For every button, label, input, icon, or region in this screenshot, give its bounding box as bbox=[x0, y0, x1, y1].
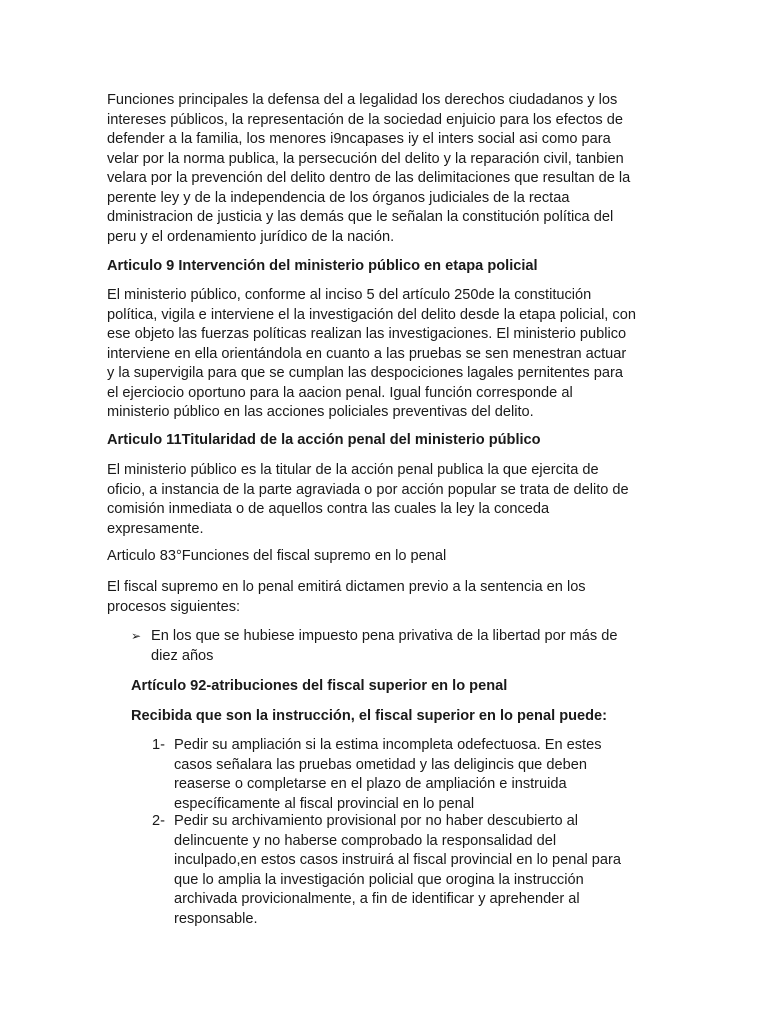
numbered-item bbox=[152, 812, 662, 929]
item-text: Pedir su ampliación si la estima incompleta odefectuosa. En estes casos señalara las pruebas ometidad y las deligincis que deben reaserse o completarse en el plazo de ampliación e instruida específicamente al fiscal provincial en lo penal bbox=[174, 737, 602, 812]
heading-articulo-9: Articulo 9 Intervención del ministerio público en etapa policial bbox=[107, 258, 538, 274]
heading-articulo-83: Articulo 83°Funciones del fiscal supremo en lo penal bbox=[107, 548, 447, 564]
paragraph-articulo-11: El ministerio público es la titular de la acción penal publica la que ejercita de oficio, a instancia de la parte agraviada o por acción popular se trata de delito de comisión inmediata o de aquellos contra las cuales la ley la conceda expresamente. bbox=[107, 462, 629, 537]
bullet-text: En los que se hubiese impuesto pena privativa de la libertad por más de diez años bbox=[151, 628, 618, 664]
heading-articulo-11: Articulo 11Titularidad de la acción penal del ministerio público bbox=[107, 432, 541, 448]
paragraph-funciones: Funciones principales la defensa del a legalidad los derechos ciudadanos y los intereses públicos, la representación de la sociedad enjuicio para los efectos de defender a la familia, los menores i9ncapases iy el inters social asi como para velar por la norma publica, la persecución del delito y la reparación civil, tanbien velara por la prevención del delito dentro de las delimitaciones que resultan de la perente ley y de la independencia de los órganos judiciales de la rectaa dministracion de justicia y las demás que le señalan la constitución política del peru y el ordenamiento jurídico de la nación. bbox=[107, 92, 631, 245]
arrow-bullet-icon: ➢ bbox=[131, 629, 142, 643]
item-number: 2- bbox=[152, 813, 165, 829]
heading-recibida-instruccion: Recibida que son la instrucción, el fiscal superior en lo penal puede: bbox=[131, 708, 608, 724]
bullet-list-item bbox=[131, 627, 661, 666]
numbered-item bbox=[152, 736, 662, 814]
paragraph-fiscal-supremo: El fiscal supremo en lo penal emitirá dictamen previo a la sentencia en los procesos siguientes: bbox=[107, 579, 586, 615]
paragraph-articulo-9: El ministerio público, conforme al inciso 5 del artículo 250de la constitución política, vigila e interviene el la investigación del delito desde la etapa policial, con ese objeto las fuerzas políticas realizan las investigaciones. El ministerio publico interviene en ella orientándola en cuanto a las pruebas se sen menestran actuar y la supervigila para que se cumplan las despociciones lagales pernitentes para el ejerciocio oportuno para la aacion penal. Igual función corresponde al ministerio público en las acciones policiales preventivas del delito. bbox=[107, 287, 636, 420]
item-text: Pedir su archivamiento provisional por no haber descubierto al delincuente y no haberse comprobado la responsalidad del inculpado,en estos casos instruirá al fiscal provincial en lo penal para que lo amplia la investigación policial que orogina la instrucción archivada provicionalmente, a fin de identificar y aprehender al responsable. bbox=[174, 813, 621, 927]
heading-articulo-92: Artículo 92-atribuciones del fiscal superior en lo penal bbox=[131, 678, 508, 694]
item-number: 1- bbox=[152, 737, 165, 753]
